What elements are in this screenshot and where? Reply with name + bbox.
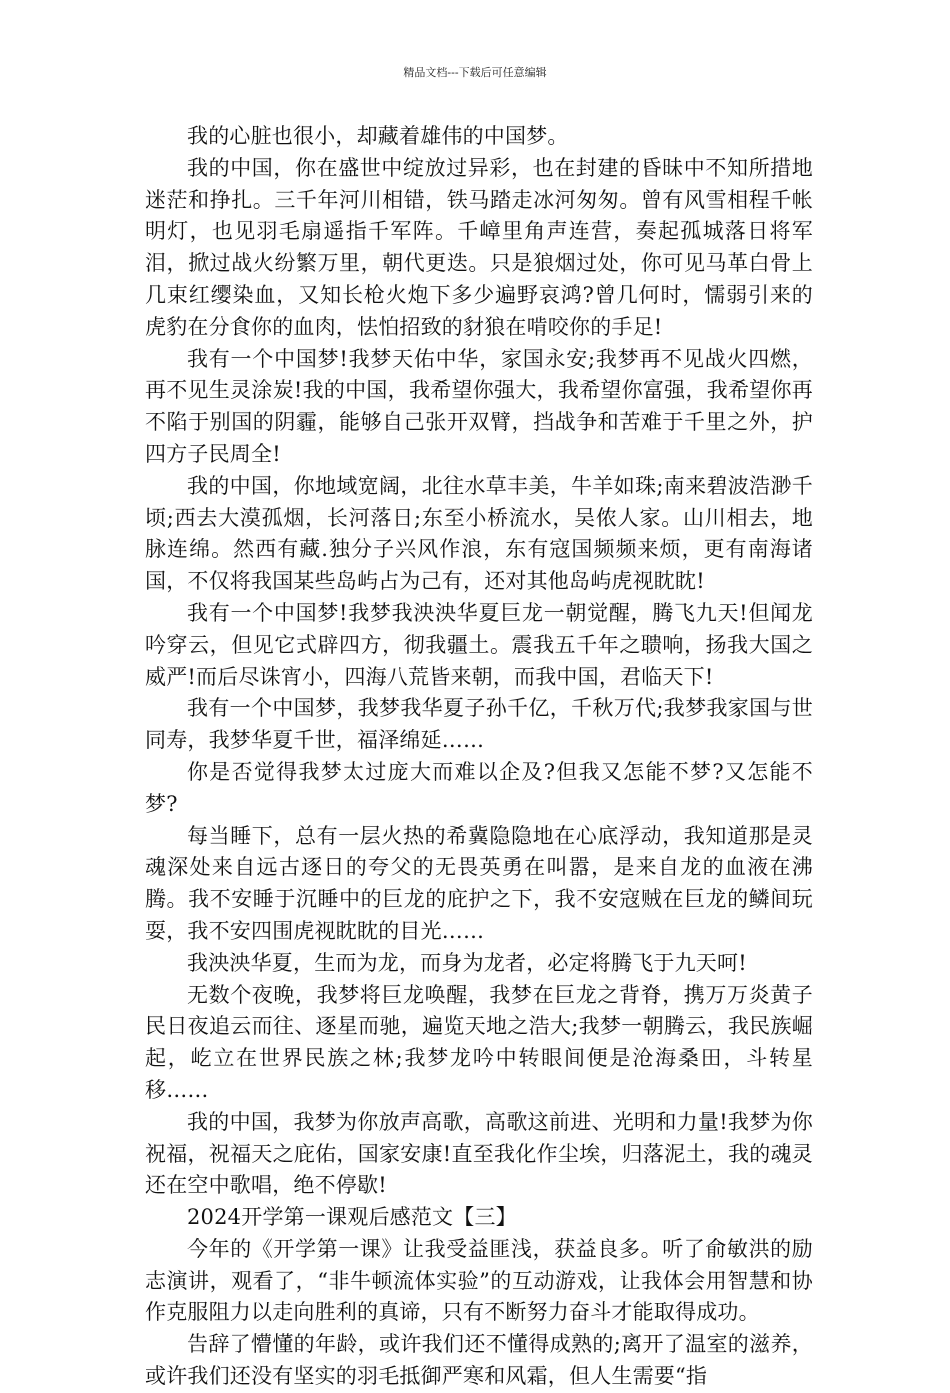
paragraph-6: 我有一个中国梦，我梦我华夏子孙千亿，千秋万代;我梦我家国与世同寿，我梦华夏千世，福泽绵延…… [145, 696, 813, 753]
paragraph-12: 今年的《开学第一课》让我受益匪浅，获益良多。听了俞敏洪的励志演讲，观看了，“非牛顿流体实验”的互动游戏，让我体会用智慧和协作克服阻力以走向胜利的真谛，只有不断努力奋斗才能取得成功。 [145, 1236, 813, 1325]
paragraph-13: 告辞了懵懂的年龄，或许我们还不懂得成熟的;离开了温室的滋养，或许我们还没有坚实的羽毛抵御严寒和风霜，但人生需要“指 [145, 1332, 813, 1389]
paragraph-10: 无数个夜晚，我梦将巨龙唤醒，我梦在巨龙之背脊，携万万炎黄子民日夜追云而往、逐星而驰，遍览天地之浩大;我梦一朝腾云，我民族崛起，屹立在世界民族之林;我梦龙吟中转眼间便是沧海桑田，斗转星移…… [145, 982, 813, 1102]
document-body [145, 121, 813, 1393]
paragraph-1: 我的心脏也很小，却藏着雄伟的中国梦。 [187, 124, 569, 148]
paragraph-8: 每当睡下，总有一层火热的希冀隐隐地在心底浮动，我知道那是灵魂深处来自远古逐日的夸父的无畏英勇在叫嚣，是来自龙的血液在沸腾。我不安睡于沉睡中的巨龙的庇护之下，我不安寇贼在巨龙的鳞间玩耍，我不安四围虎视眈眈的目光…… [145, 823, 813, 943]
section-heading: 2024开学第一课观后感范文【三】 [187, 1205, 517, 1230]
paragraph-3: 我有一个中国梦!我梦天佑中华，家国永安;我梦再不见战火四燃，再不见生灵涂炭!我的中国，我希望你强大，我希望你富强，我希望你再不陷于别国的阴霾，能够自己张开双臂，挡战争和苦难于千里之外，护四方子民周全! [145, 346, 813, 466]
paragraph-7: 你是否觉得我梦太过庞大而难以企及?但我又怎能不梦?又怎能不梦? [145, 759, 813, 816]
page-header: 精品文档---下载后可任意编辑 [403, 66, 547, 79]
paragraph-2: 我的中国，你在盛世中绽放过异彩，也在封建的昏昧中不知所措地迷茫和挣扎。三千年河川相错，铁马踏走冰河匆匆。曾有风雪相程千帐明灯，也见羽毛扇遥指千军阵。千嶂里角声连营，奏起孤城落日将军泪，掀过战火纷繁万里，朝代更迭。只是狼烟过处，你可见马革白骨上几束红缨染血，又知长枪火炮下多少遍野哀鸿?曾几何时，懦弱引来的虎豹在分食你的血肉，怯怕招致的豺狼在啃咬你的手足! [145, 155, 813, 339]
paragraph-11: 我的中国，我梦为你放声高歌，高歌这前进、光明和力量!我梦为你祝福，祝福天之庇佑，国家安康!直至我化作尘埃，归落泥土，我的魂灵还在空中歌唱，绝不停歇! [145, 1109, 813, 1198]
paragraph-5: 我有一个中国梦!我梦我泱泱华夏巨龙一朝觉醒，腾飞九天!但闻龙吟穿云，但见它式辟四方，彻我疆土。震我五千年之聩响，扬我大国之威严!而后尽诛宵小，四海八荒皆来朝，而我中国，君临天下! [145, 600, 813, 689]
paragraph-4: 我的中国，你地域宽阔，北往水草丰美，牛羊如珠;南来碧波浩渺千顷;西去大漠孤烟，长河落日;东至小桥流水，吴侬人家。山川相去，地脉连绵。然西有藏.独分子兴风作浪，东有寇国频频来烦，更有南海诸国，不仅将我国某些岛屿占为己有，还对其他岛屿虎视眈眈! [145, 473, 813, 594]
paragraph-9: 我泱泱华夏，生而为龙，而身为龙者，必定将腾飞于九天呵! [187, 950, 747, 975]
